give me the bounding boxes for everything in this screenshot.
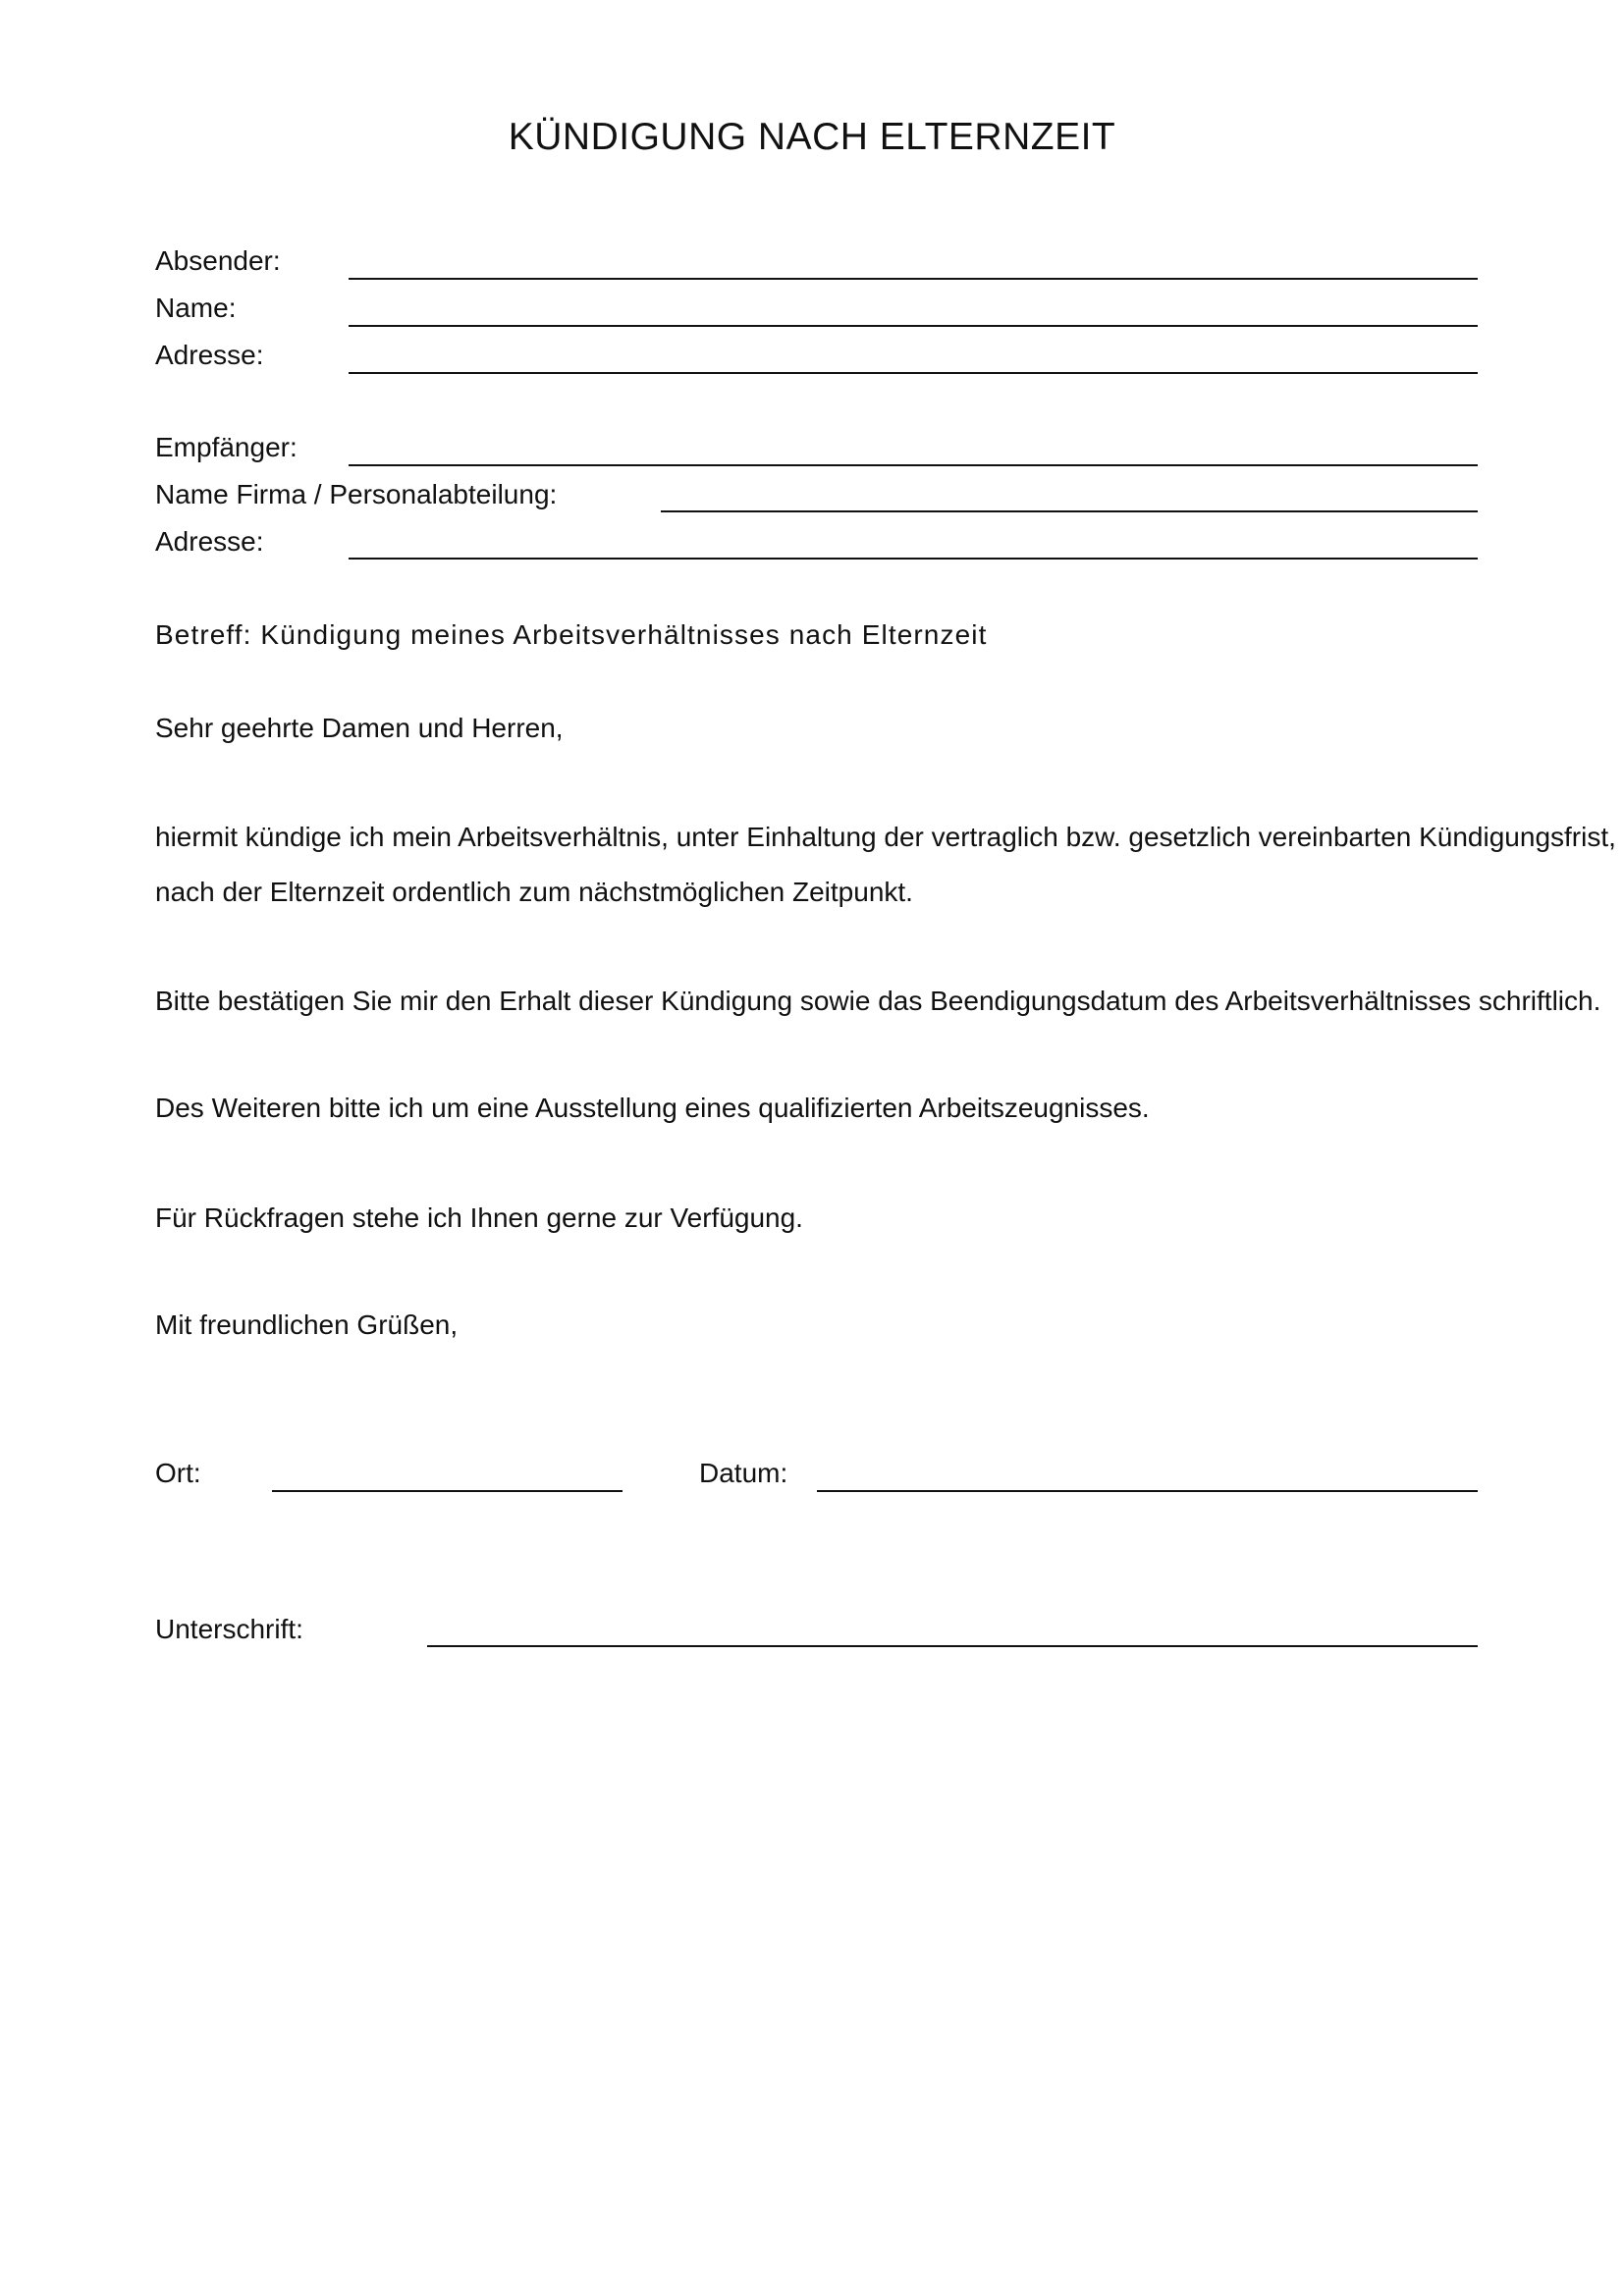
sender-address-field-line[interactable] (349, 372, 1478, 374)
recipient-company-label: Name Firma / Personalabteilung: (155, 479, 558, 509)
date-label: Datum: (699, 1458, 788, 1488)
sender-name-label: Name: (155, 293, 237, 323)
recipient-address-field-line[interactable] (349, 558, 1478, 560)
body-paragraph-1-line-1: hiermit kündige ich mein Arbeitsverhältnis, unter Einhaltung der vertraglich bzw. gesetzlich vereinbarten Kündigungsfrist, (155, 822, 1616, 852)
place-label: Ort: (155, 1458, 201, 1488)
body-paragraph-4: Für Rückfragen stehe ich Ihnen gerne zur Verfügung. (155, 1202, 803, 1233)
recipient-address-label: Adresse: (155, 526, 264, 557)
closing: Mit freundlichen Grüßen, (155, 1309, 459, 1340)
body-paragraph-3: Des Weiteren bitte ich um eine Ausstellung eines qualifizierten Arbeitszeugnisses. (155, 1093, 1150, 1123)
date-field-line[interactable] (817, 1490, 1478, 1492)
place-field-line[interactable] (272, 1490, 623, 1492)
body-paragraph-1-line-2: nach der Elternzeit ordentlich zum nächstmöglichen Zeitpunkt. (155, 877, 913, 907)
body-paragraph-2: Bitte bestätigen Sie mir den Erhalt dieser Kündigung sowie das Beendigungsdatum des Arbeitsverhältnisses schriftlich. (155, 986, 1601, 1016)
sender-label: Absender: (155, 245, 281, 276)
signature-label: Unterschrift: (155, 1614, 303, 1644)
recipient-field-line[interactable] (349, 464, 1478, 466)
sender-address-label: Adresse: (155, 340, 264, 370)
signature-field-line[interactable] (427, 1645, 1478, 1647)
sender-field-line[interactable] (349, 278, 1478, 280)
document-title: KÜNDIGUNG NACH ELTERNZEIT (508, 116, 1116, 158)
subject-line: Betreff: Kündigung meines Arbeitsverhältnisses nach Elternzeit (155, 619, 988, 650)
recipient-label: Empfänger: (155, 432, 298, 462)
recipient-company-field-line[interactable] (661, 510, 1478, 512)
sender-name-field-line[interactable] (349, 325, 1478, 327)
salutation: Sehr geehrte Damen und Herren, (155, 713, 564, 743)
